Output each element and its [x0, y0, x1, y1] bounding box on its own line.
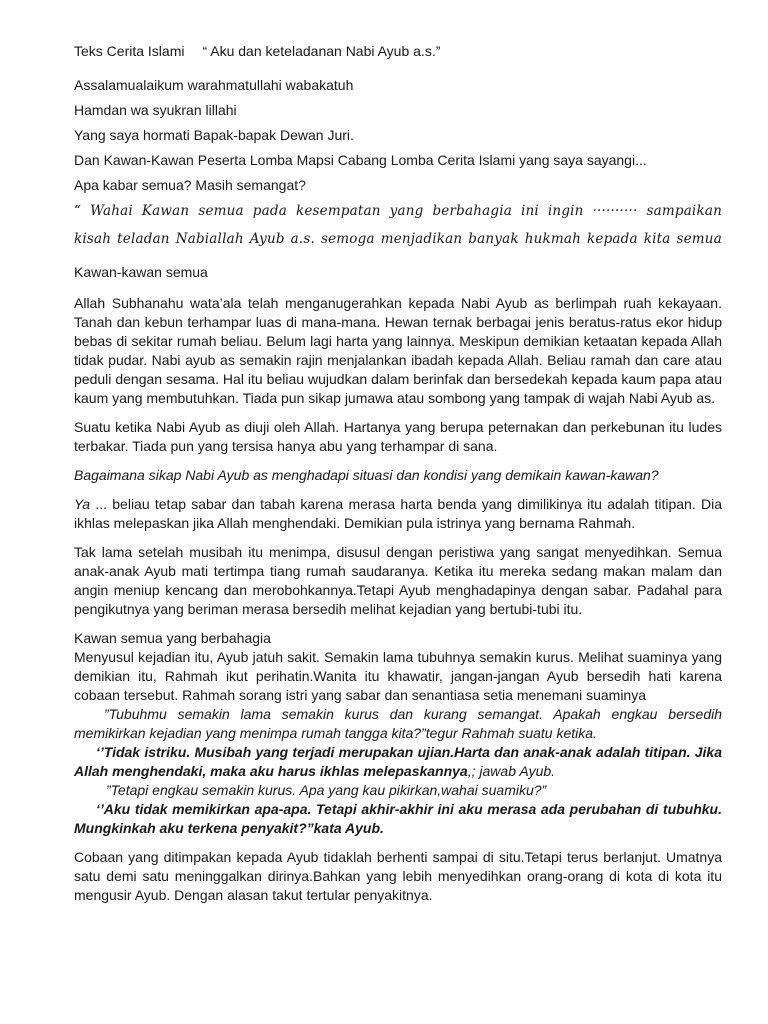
paragraph-patience [74, 495, 722, 533]
hand-word: semua [198, 203, 244, 219]
paragraph-expulsion: Cobaan yang ditimpakan kepada Ayub tidaklah berhenti sampai di situ.Tetapi terus berlanjut. Umatnya satu demi satu meninggalkan dirinya.Bahkan yang lebih menyedihkan orang-orang di kota di kota itu mengusir Ayub. Dengan alasan takut tertular penyakitnya. [74, 849, 722, 903]
hand-word: semua [676, 231, 722, 247]
hand-word: kisah [74, 231, 112, 247]
hand-word: kesempatan [295, 203, 381, 219]
section-heading: Kawan-kawan semua [74, 264, 208, 280]
greeting-line: Apa kabar semua? Masih semangat? [74, 177, 306, 193]
hand-word: ·········· [592, 203, 638, 219]
greeting-line: Yang saya hormati Bapak-bapak Dewan Juri. [74, 127, 354, 143]
hand-word: Ayub [249, 231, 285, 247]
paragraph-lead: Ya [74, 496, 91, 512]
hand-word: berbahagia [432, 203, 512, 219]
hand-word: Wahai [90, 203, 133, 219]
dialogue-ayub-1-tail: ,; jawab Ayub. [467, 763, 556, 779]
hand-word: yang [389, 203, 424, 219]
hand-word: menjadikan [380, 231, 463, 247]
paragraph-trial: Suatu ketika Nabi Ayub as diuji oleh Allah. Hartanya yang berupa peternakan dan perkebunan itu ludes terbakar. Tiada pun yang tersisa hanya abu yang terhampar di sana. [74, 419, 722, 454]
dialogue-ayub-2: ‘’Aku tidak memikirkan apa-apa. Tetapi akhir-akhir ini aku merasa ada perubahan di tubuhku. Mungkinkah aku terkena penyakit?”kata Ayub. [74, 801, 722, 836]
hand-word: Nabiallah [175, 231, 244, 247]
hand-word: kita [643, 231, 671, 247]
hand-word: sampaikan [646, 203, 722, 219]
dialogue-ayub-1-text: ‘’Tidak istriku. Musibah yang terjadi merupakan ujian.Harta dan anak-anak adalah titipan. Jika Allah menghendaki, maka aku harus ikhlas melepaskannya [74, 744, 722, 779]
document-page [74, 42, 722, 915]
dialogue-ayub-1 [74, 743, 722, 781]
hand-word: a.s. [290, 231, 316, 247]
title-label: Teks Cerita Islami [74, 43, 185, 59]
opening-greetings [74, 76, 722, 195]
hand-word: Kawan [141, 203, 190, 219]
greeting-line: Assalamualaikum warahmatullahi wabakatuh [74, 77, 354, 93]
dialogue-block [74, 705, 722, 838]
greeting-line: Dan Kawan-Kawan Peserta Lomba Mapsi Cabang Lomba Cerita Islami yang saya sayangi... [74, 152, 647, 168]
paragraph-body: ... beliau tetap sabar dan tabah karena merasa harta benda yang dimilikinya itu adalah titipan. Dia ikhlas melepaskan jika Allah menghendaki. Demikian pula istrinya yang bernama Rahmah. [74, 496, 722, 531]
handwritten-passage [74, 201, 722, 249]
paragraph-children: Tak lama setelah musibah itu menimpa, disusul dengan peristiwa yang sangat menyedihkan. Semua anak-anak Ayub mati tertimpa tiang rumah saudaranya. Ketika itu mereka sedang makan malam dan angin meniup kencang dan merobohkannya.Tetapi Ayub menghadapinya dengan sabar. Padahal para pengikutnya yang beriman merasa bersedih melihat kejadian yang bertubi-tubi itu. [74, 544, 722, 617]
hand-word: “ [74, 203, 82, 219]
hand-word: banyak [468, 231, 519, 247]
hand-word: teladan [117, 231, 170, 247]
greeting-line: Hamdan wa syukran lillahi [74, 102, 237, 118]
document-title [74, 42, 722, 61]
title-subject: “ Aku dan keteladanan Nabi Ayub a.s.” [202, 43, 441, 59]
hand-word: semoga [320, 231, 375, 247]
hand-word: ini [520, 203, 539, 219]
hand-word: kepada [587, 231, 638, 247]
paragraph-illness: Menyusul kejadian itu, Ayub jatuh sakit. Semakin lama tubuhnya semakin kurus. Melihat suaminya yang demikian itu, Rahmah ikut perihatin.Wanita itu khawatir, jangan-jangan Ayub bersedih hati karena cobaan tersebut. Rahmah sorang istri yang sabar dan senantiasa setia menemani suaminya [74, 649, 722, 703]
question-line: Bagaimana sikap Nabi Ayub as menghadapi situasi dan kondisi yang demikain kawan-kawan? [74, 467, 659, 483]
handwritten-line-1 [74, 201, 722, 221]
hand-word: pada [252, 203, 287, 219]
section-heading: Kawan semua yang berbahagia [74, 630, 271, 646]
dialogue-rahmah-2: ”Tetapi engkau semakin kurus. Apa yang kau pikirkan,wahai suamiku?” [106, 782, 547, 798]
hand-word: hukmah [524, 231, 582, 247]
handwritten-line-2 [74, 229, 722, 249]
paragraph-blessings: Allah Subhanahu wata’ala telah menganugerahkan kepada Nabi Ayub as berlimpah ruah kekayaan. Tanah dan kebun terhampar luas di mana-mana. Hewan ternak berbagai jenis beratus-ratus ekor hidup bebas di sekitar rumah beliau. Belum lagi harta yang lainnya. Meskipun demikian ketaatan kepada Allah tidak pudar. Nabi ayub as semakin rajin menjalankan ibadah kepada Allah. Beliau ramah dan care atau peduli dengan sesama. Hal itu beliau wujudkan dalam berinfak dan bersedekah kepada kaum papa atau kaum yang membutuhkan. Tiada pun sikap jumawa atau sombong yang tampak di wajah Nabi Ayub as. [74, 295, 722, 406]
hand-word: ingin [547, 203, 584, 219]
dialogue-rahmah-1: ”Tubuhmu semakin lama semakin kurus dan kurang semangat. Apakah engkau bersedih memikirkan kejadian yang menimpa rumah tangga kita?”tegur Rahmah suatu ketika. [74, 706, 722, 741]
